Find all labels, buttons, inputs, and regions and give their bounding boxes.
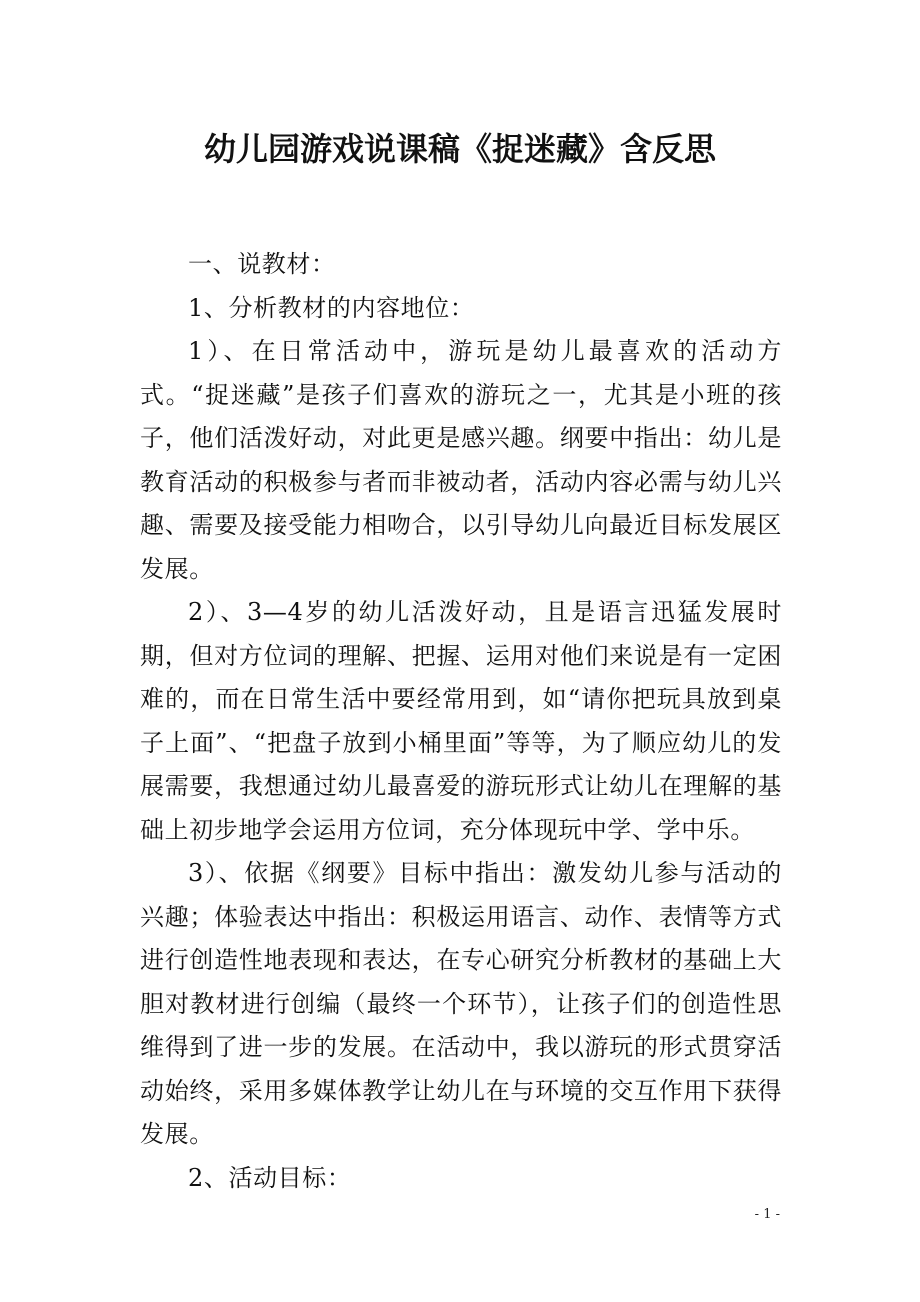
document-title: 幼儿园游戏说课稿《捉迷藏》含反思	[203, 130, 716, 168]
document-body	[140, 243, 782, 1200]
section-heading: 一、说教材：	[188, 250, 336, 278]
subsection-heading: 1、分析教材的内容地位：	[188, 293, 475, 322]
body-paragraph: 1）、在日常活动中，游玩是幼儿最喜欢的活动方式。“捉迷藏”是孩子们喜欢的游玩之一，尤其是小班的孩子，他们活泼好动，对此更是感兴趣。纲要中指出：幼儿是教育活动的积极参与者而非被动者，活动内容必需与幼儿兴趣、需要及接受能力相吻合，以引导幼儿向最近目标发展区发展。	[140, 337, 782, 583]
page-number: - 1 -	[754, 1207, 780, 1222]
body-paragraph: 2）、3—4岁的幼儿活泼好动，且是语言迅猛发展时期，但对方位词的理解、把握、运用对他们来说是有一定困难的，而在日常生活中要经常用到，如“请你把玩具放到桌子上面”、“把盘子放到小桶里面”等等，为了顺应幼儿的发展需要，我想通过幼儿最喜爱的游玩形式让幼儿在理解的基础上初步地学会运用方位词，充分体现玩中学、学中乐。	[140, 598, 782, 844]
subsection-heading: 2、活动目标：	[188, 1163, 352, 1192]
body-paragraph: 3）、依据《纲要》目标中指出：激发幼儿参与活动的兴趣；体验表达中指出：积极运用语言、动作、表情等方式进行创造性地表现和表达，在专心研究分析教材的基础上大胆对教材进行创编（最终一个环节），让孩子们的创造性思维得到了进一步的发展。在活动中，我以游玩的形式贯穿活动始终，采用多媒体教学让幼儿在与环境的交互作用下获得发展。	[140, 859, 782, 1148]
